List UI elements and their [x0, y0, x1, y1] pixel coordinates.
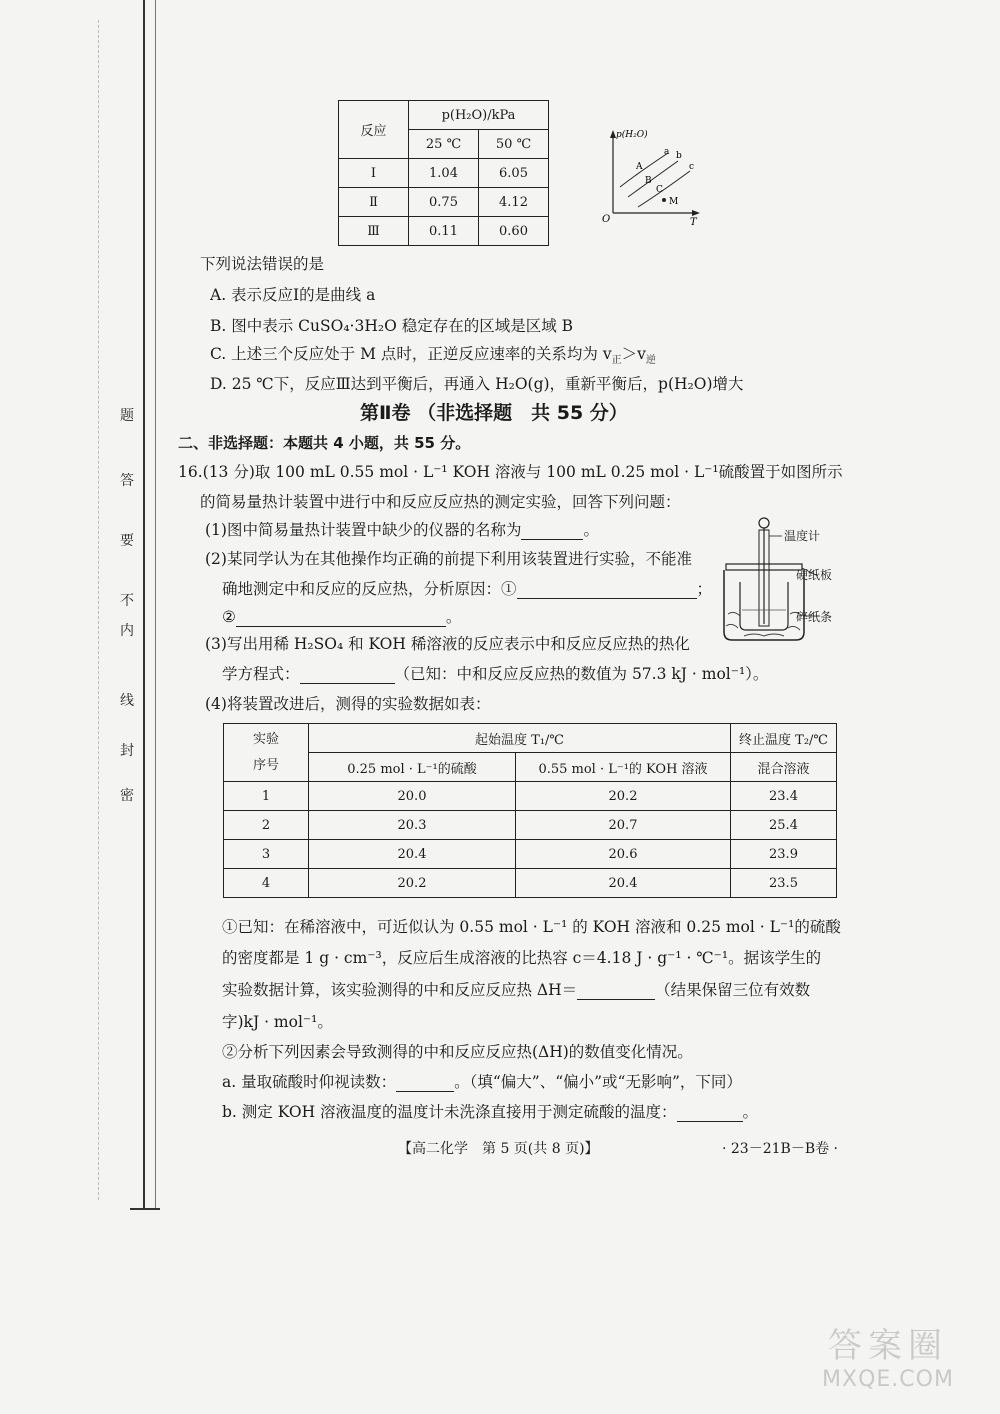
margin-char-3: 要 [120, 533, 134, 549]
table2-row [224, 811, 837, 840]
q16-sub3-line2-tail: （已知：中和反应反应热的数值为 57.3 kJ · mol⁻¹）。 [394, 665, 769, 683]
q16-sub2-line3-text: ② [222, 608, 236, 626]
watermark-title: 答案圈 [828, 1326, 948, 1366]
table2-cell: 25.4 [731, 811, 837, 840]
binding-line-foot [130, 1208, 160, 1210]
binding-line-inner [155, 0, 156, 1210]
q16-pa-tail: 。（填“偏大”、“偏小”或“无影响”，下同） [454, 1073, 742, 1091]
margin-char-4: 不 [120, 593, 134, 609]
table2-cell: 4 [224, 869, 309, 898]
table2-cell: 20.7 [516, 811, 731, 840]
table2-head-exp [224, 724, 309, 782]
table2-head-mix: 混合溶液 [731, 753, 837, 782]
q16-sub1-end: 。 [583, 521, 599, 539]
q16-sub2-line3: ② 。 [222, 608, 462, 626]
curve-label-c: c [689, 162, 695, 172]
watermark-logo [798, 1318, 978, 1408]
q16-p1-line2: 的密度都是 1 g · cm⁻³，反应后生成溶液的比热容 c＝4.18 J · g⁻¹ · ℃⁻¹。据该学生的 [222, 949, 822, 967]
table1-head-25: 25 ℃ [409, 130, 479, 159]
table2-cell: 20.2 [516, 782, 731, 811]
table1-cell: 0.75 [409, 188, 479, 217]
table1-cell: Ⅲ [339, 217, 409, 246]
table1-cell: Ⅰ [339, 159, 409, 188]
table1-head-pressure: p(H₂O)/kPa [409, 101, 549, 130]
label-cardboard: 硬纸板 [796, 568, 833, 582]
curve-a [620, 153, 668, 187]
q15-stem: 下列说法错误的是 [200, 255, 325, 273]
curve-label-a: a [664, 147, 670, 157]
phase-graph [598, 125, 708, 230]
margin-dash-line [98, 20, 99, 1200]
table1-row [339, 159, 549, 188]
experiment-table [223, 723, 837, 898]
table2-cell: 23.4 [731, 782, 837, 811]
graph-x-arrow [692, 210, 700, 216]
stirrer-ring [759, 518, 769, 528]
point-m-label: M [669, 197, 679, 207]
table1-cell: Ⅱ [339, 188, 409, 217]
point-m-dot [662, 198, 666, 202]
q16-line2: 的简易量热计装置中进行中和反应反应热的测定实验，回答下列问题： [200, 493, 681, 511]
q15-option-c-sub1: 正 [611, 355, 622, 367]
q15-option-a: A. 表示反应Ⅰ的是曲线 a [210, 286, 376, 304]
q15-option-d: D. 25 ℃下，反应Ⅲ达到平衡后，再通入 H₂O(g)，重新平衡后，p(H₂O)增大 [210, 375, 744, 393]
q16-sub2-line1: (2)某同学认为在其他操作均正确的前提下利用该装置进行实验，不能准 [205, 550, 692, 568]
answer-blank-2a[interactable] [517, 583, 697, 599]
table2-cell: 20.6 [516, 840, 731, 869]
footer-page-info: 【高二化学 第 5 页(共 8 页)】 [398, 1141, 599, 1157]
table1-cell: 1.04 [409, 159, 479, 188]
table2-cell: 20.2 [309, 869, 516, 898]
answer-blank-4[interactable] [577, 984, 655, 1000]
graph-xlabel: T [690, 217, 697, 228]
pressure-table [338, 100, 549, 246]
region-label-a: A [636, 162, 643, 172]
table2-cell: 3 [224, 840, 309, 869]
q16-sub3-line1: (3)写出用稀 H₂SO₄ 和 KOH 稀溶液的反应表示中和反应反应热的热化 [205, 635, 690, 653]
table2-head-koh: 0.55 mol · L⁻¹的 KOH 溶液 [516, 753, 731, 782]
margin-char-8: 密 [120, 788, 134, 804]
table1-head-50: 50 ℃ [479, 130, 549, 159]
q16-sub1 [205, 518, 599, 540]
table1-row [339, 188, 549, 217]
q16-sub1-text: (1)图中简易量热计装置中缺少的仪器的名称为 [205, 521, 522, 539]
margin-char-2: 答 [120, 473, 134, 489]
q15-option-c-text: C. 上述三个反应处于 M 点时，正逆反应速率的关系均为 v [210, 345, 612, 363]
q16-line1: 16.(13 分)取 100 mL 0.55 mol · L⁻¹ KOH 溶液与 100 mL 0.25 mol · L⁻¹硫酸置于如图所示 [178, 463, 843, 481]
curve-label-b: b [676, 151, 682, 161]
q16-sub3-line2-lead: 学方程式： [222, 665, 300, 683]
q16-sub3-line2 [222, 662, 768, 684]
q16-sub2-line2: 确地测定中和反应的反应热，分析原因：① ； [222, 580, 713, 598]
q15-option-b: B. 图中表示 CuSO₄·3H₂O 稳定存在的区域是区域 B [210, 317, 574, 335]
answer-blank-2b[interactable] [236, 611, 446, 627]
q16-p1-line4: 字)kJ · mol⁻¹。 [222, 1013, 333, 1031]
q16-p1-line1: ①已知：在稀溶液中，可近似认为 0.55 mol · L⁻¹ 的 KOH 溶液和 0.25 mol · L⁻¹的硫酸 [222, 918, 841, 936]
table2-cell: 20.4 [516, 869, 731, 898]
answer-blank-6[interactable] [677, 1106, 743, 1122]
part2-header: 二、非选择题：本题共 4 小题，共 55 分。 [178, 434, 471, 452]
answer-blank-3[interactable] [300, 668, 395, 684]
table2-cell: 23.5 [731, 869, 837, 898]
label-paper-scraps: 碎纸条 [796, 610, 833, 624]
table1-row [339, 217, 549, 246]
table2-head-exp-text: 实验 [252, 731, 279, 747]
q16-p1-line3-lead: 实验数据计算，该实验测得的中和反应反应热 ΔH＝ [222, 981, 578, 999]
table2-head-acid: 0.25 mol · L⁻¹的硫酸 [309, 753, 516, 782]
margin-char-7: 封 [120, 743, 134, 759]
q16-pb-tail: 。 [742, 1103, 759, 1121]
answer-blank-1[interactable] [521, 524, 583, 540]
graph-ylabel: p(H₂O) [616, 130, 648, 140]
table1-cell: 6.05 [479, 159, 549, 188]
q16-pa [222, 1070, 742, 1092]
footer-paper-code: · 23－21B－B卷 · [722, 1141, 839, 1157]
q15-option-c: C. 上述三个反应处于 M 点时，正逆反应速率的关系均为 $v_正>v_逆$ [210, 345, 656, 367]
table2-row [224, 869, 837, 898]
q16-sub4: (4)将装置改进后，测得的实验数据如表： [205, 695, 491, 713]
table2-cell: 2 [224, 811, 309, 840]
q16-sub2-line2-text: 确地测定中和反应的反应热，分析原因：① [222, 580, 517, 598]
table2-head-no-text: 序号 [252, 757, 279, 773]
q16-pb [222, 1100, 758, 1122]
answer-blank-5[interactable] [396, 1076, 454, 1092]
region-label-c: C [656, 185, 663, 195]
table2-cell: 20.3 [309, 811, 516, 840]
region-label-b: B [645, 176, 652, 186]
q16-p1-line3 [222, 978, 810, 1000]
q16-pb-lead: b. 测定 KOH 溶液温度的温度计未洗涤直接用于测定硫酸的温度： [222, 1103, 677, 1121]
table2-cell: 20.4 [309, 840, 516, 869]
table1-head-reaction: 反应 [339, 101, 409, 159]
margin-char-5: 内 [120, 623, 134, 639]
table2-head-end: 终止温度 T₂/℃ [731, 724, 837, 753]
graph-origin: O [602, 214, 611, 225]
table2-cell: 20.0 [309, 782, 516, 811]
binding-line [143, 0, 145, 1210]
table1-cell: 0.60 [479, 217, 549, 246]
watermark-url: MXQE.COM [822, 1367, 954, 1392]
table2-cell: 23.9 [731, 840, 837, 869]
table1-cell: 4.12 [479, 188, 549, 217]
table2-row [224, 782, 837, 811]
table2-cell: 1 [224, 782, 309, 811]
section-title: 第Ⅱ卷 （非选择题 共 55 分） [360, 402, 628, 424]
q16-p2: ②分析下列因素会导致测得的中和反应反应热(ΔH)的数值变化情况。 [222, 1043, 693, 1061]
q16-pa-lead: a. 量取硫酸时仰视读数： [222, 1073, 397, 1091]
margin-char-6: 线 [120, 693, 134, 709]
table1-cell: 0.11 [409, 217, 479, 246]
q16-p1-line3-tail: （结果保留三位有效数 [655, 981, 811, 999]
table2-head-start: 起始温度 T₁/℃ [309, 724, 731, 753]
table2-row [224, 840, 837, 869]
q15-option-c-sub2: 逆 [645, 355, 656, 367]
margin-char-1: 题 [120, 408, 134, 424]
label-thermometer: 温度计 [784, 529, 821, 543]
